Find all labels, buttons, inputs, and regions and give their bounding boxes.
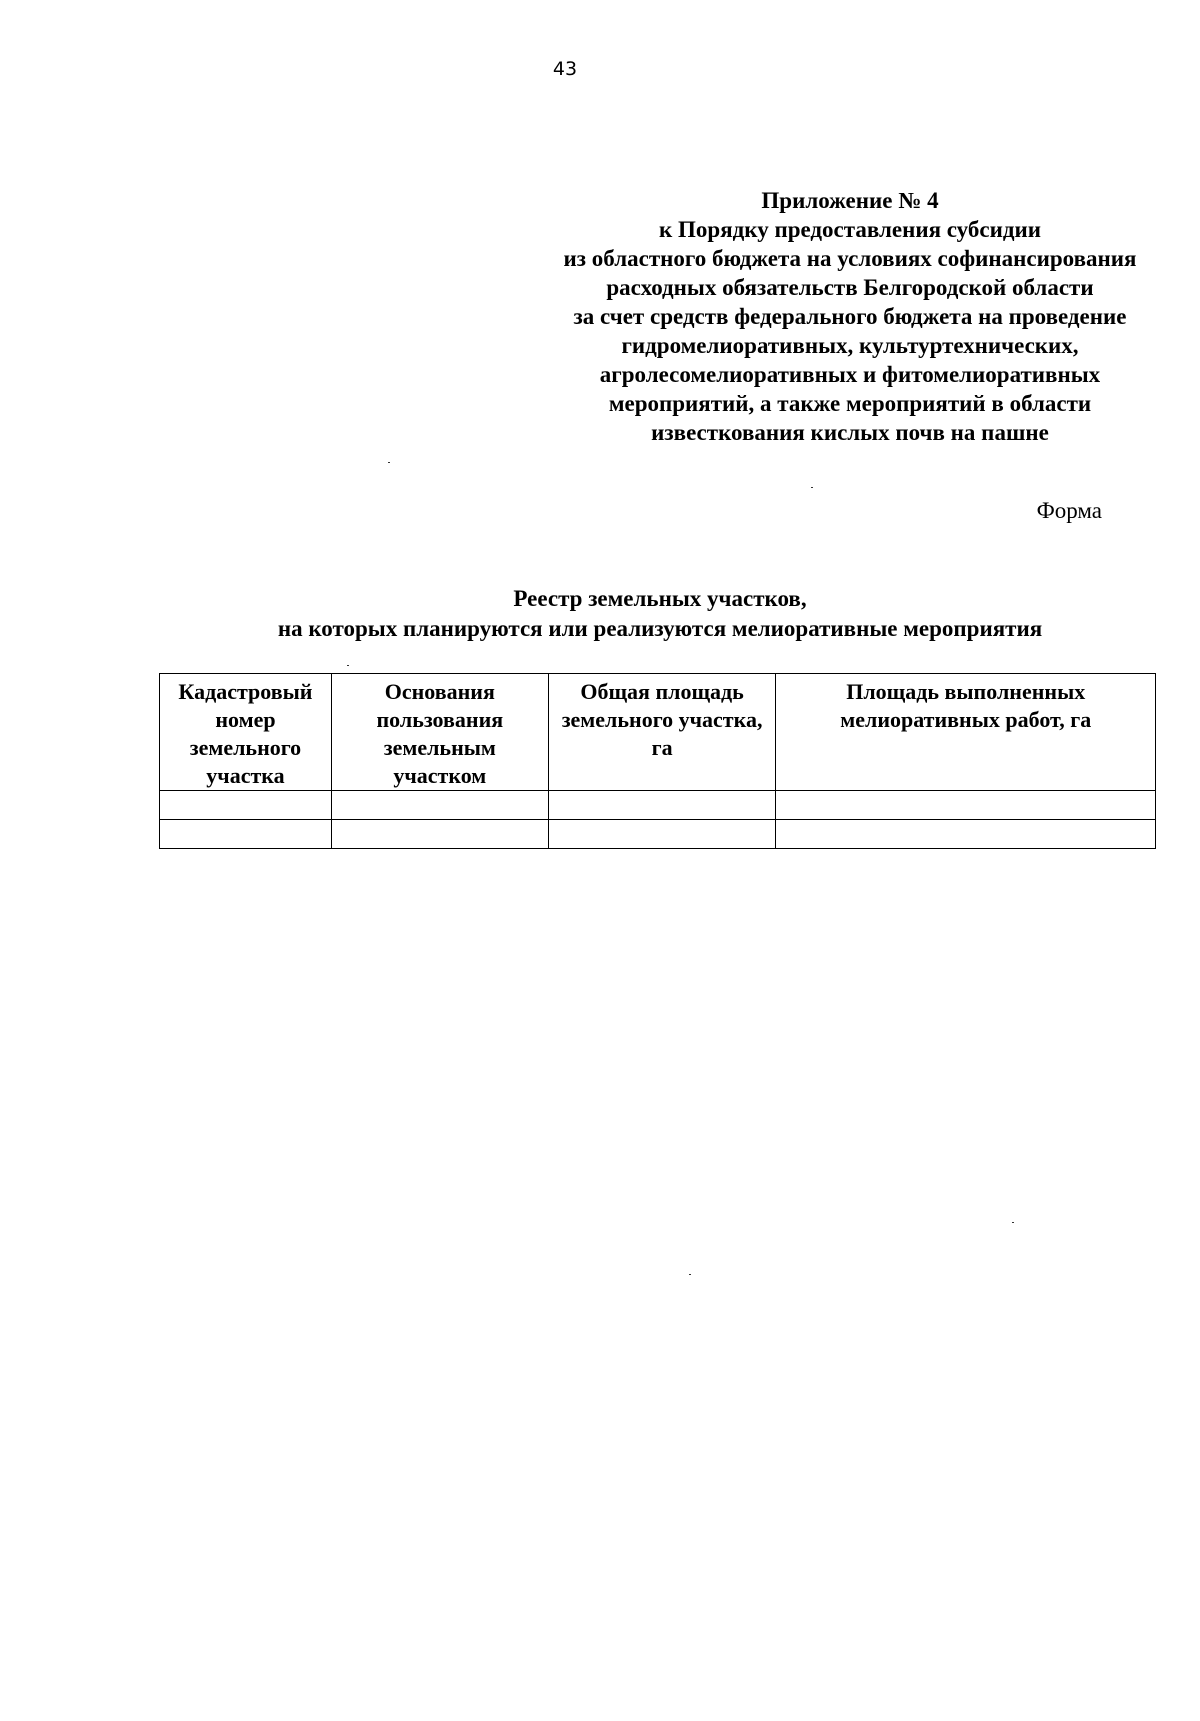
scan-speck [1012,1222,1014,1223]
register-title [0,584,1200,644]
table-cell [776,820,1156,849]
appendix-line: мероприятий, а также мероприятий в области [608,391,1092,416]
register-title-line: на которых планируются или реализуются мелиоративные мероприятия [277,616,1043,641]
scan-speck [811,487,813,488]
table-header-row [160,674,1156,791]
header-reclamation-area: Площадь выполненных мелиоративных работ, га [776,674,1156,791]
appendix-line: за счет средств федерального бюджета на проведение [573,304,1127,329]
header-usage-basis: Основания пользования земельным участком [331,674,548,791]
appendix-line: к Порядку предоставления субсидии [659,217,1041,242]
header-total-area: Общая площадь земельного участка, га [548,674,776,791]
table-cell [160,820,332,849]
table-cell [160,791,332,820]
table-cell [548,820,776,849]
page-number: 43 [552,58,578,80]
land-registry-table [159,673,1156,849]
header-cadastral-number: Кадастровый номер земельного участка [160,674,332,791]
scan-speck [689,1274,691,1275]
form-label: Форма [1036,498,1102,523]
table-row [160,820,1156,849]
appendix-line: гидромелиоративных, культуртехнических, [621,333,1079,358]
scan-speck [388,462,390,463]
table-cell [331,791,548,820]
appendix-line: агролесомелиоративных и фитомелиоративных [599,362,1101,387]
table-cell [548,791,776,820]
scan-speck [347,665,349,666]
table-cell [331,820,548,849]
table-cell [776,791,1156,820]
appendix-line: расходных обязательств Белгородской области [606,275,1094,300]
appendix-line: из областного бюджета на условиях софинансирования [563,246,1137,271]
appendix-header [520,186,1180,447]
register-title-line: Реестр земельных участков, [513,586,807,611]
appendix-line: известкования кислых почв на пашне [651,420,1049,445]
appendix-title: Приложение № 4 [761,188,939,213]
table-row [160,791,1156,820]
